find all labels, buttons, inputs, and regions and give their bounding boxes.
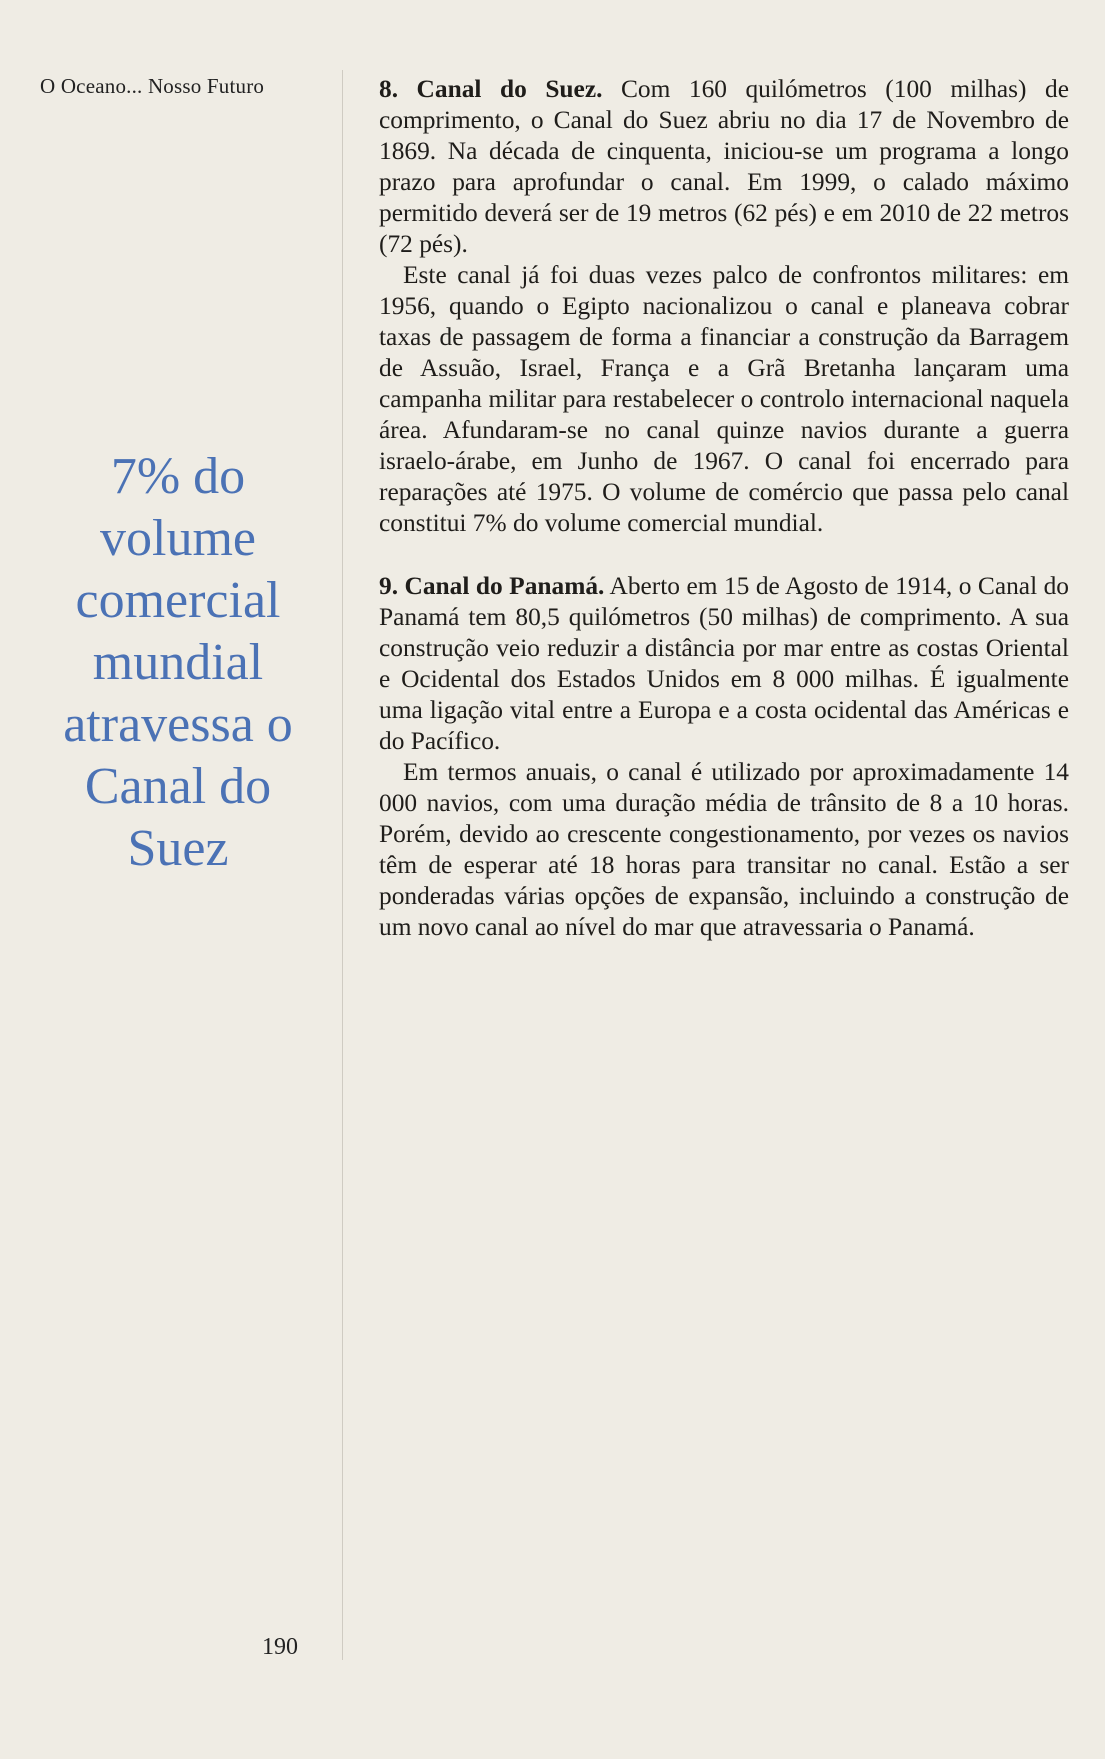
pull-quote-line: 7% do [110,448,246,505]
page-number: 190 [262,1634,298,1660]
section-text: Aberto em 15 de Agosto de 1914, o Canal do Panamá tem 80,5 quilómetros (50 milhas) de comprimento. A sua construção veio reduzir a distância por mar entre as costas Oriental e Ocidental dos Estados Unidos em 8 000 milhas. É igualmente uma ligação vital entre a Europa e a costa ocidental das Américas e do Pacífico. [379,572,1069,755]
running-title: O Oceano... Nosso Futuro [40,74,265,98]
section-text: Com 160 quilómetros (100 milhas) de comprimento, o Canal do Suez abriu no dia 17 de Novembro de 1869. Na década de cinquenta, iniciou-se um programa a longo prazo para aprofundar o canal. Em 1999, o calado máximo permitido deverá ser de 19 metros (62 pés) e em 2010 de 22 metros (72 pés). [379,75,1069,258]
pull-quote-line: atravessa o [63,696,293,753]
pull-quote-line: volume [100,510,256,567]
section-panama-paragraph-1 [379,571,1069,757]
section-suez-paragraph-1 [379,74,1069,260]
pull-quote-line: Canal do [84,758,272,815]
section-panama-paragraph-2: Em termos anuais, o canal é utilizado por aproximadamente 14 000 navios, com uma duração média de trânsito de 8 a 10 horas. Porém, devido ao crescente congestionamento, por vezes os navios têm de esperar até 18 horas para transitar no canal. Estão a ser ponderadas várias opções de expansão, incluindo a construção de um novo canal ao nível do mar que atravessaria o Panamá. [379,758,1069,941]
pull-quote-line: mundial [92,634,264,691]
section-heading-panama: 9. Canal do Panamá. [379,572,605,600]
pull-quote [28,446,328,880]
pull-quote-line: comercial [75,572,281,629]
column-divider [342,70,343,1660]
section-spacer [379,539,1069,571]
pull-quote-line: Suez [127,820,229,877]
section-heading-suez: 8. Canal do Suez. [379,75,603,103]
section-suez-paragraph-2: Este canal já foi duas vezes palco de confrontos militares: em 1956, quando o Egipto nacionalizou o canal e planeava cobrar taxas de passagem de forma a financiar a construção da Barragem de Assuão, Israel, França e a Grã Bretanha lançaram uma campanha militar para restabelecer o controlo internacional naquela área. Afundaram-se no canal quinze navios durante a guerra israelo-árabe, em Junho de 1967. O canal foi encerrado para reparações até 1975. O volume de comércio que passa pelo canal constitui 7% do volume comercial mundial. [379,261,1069,537]
body-text-column [379,74,1069,943]
